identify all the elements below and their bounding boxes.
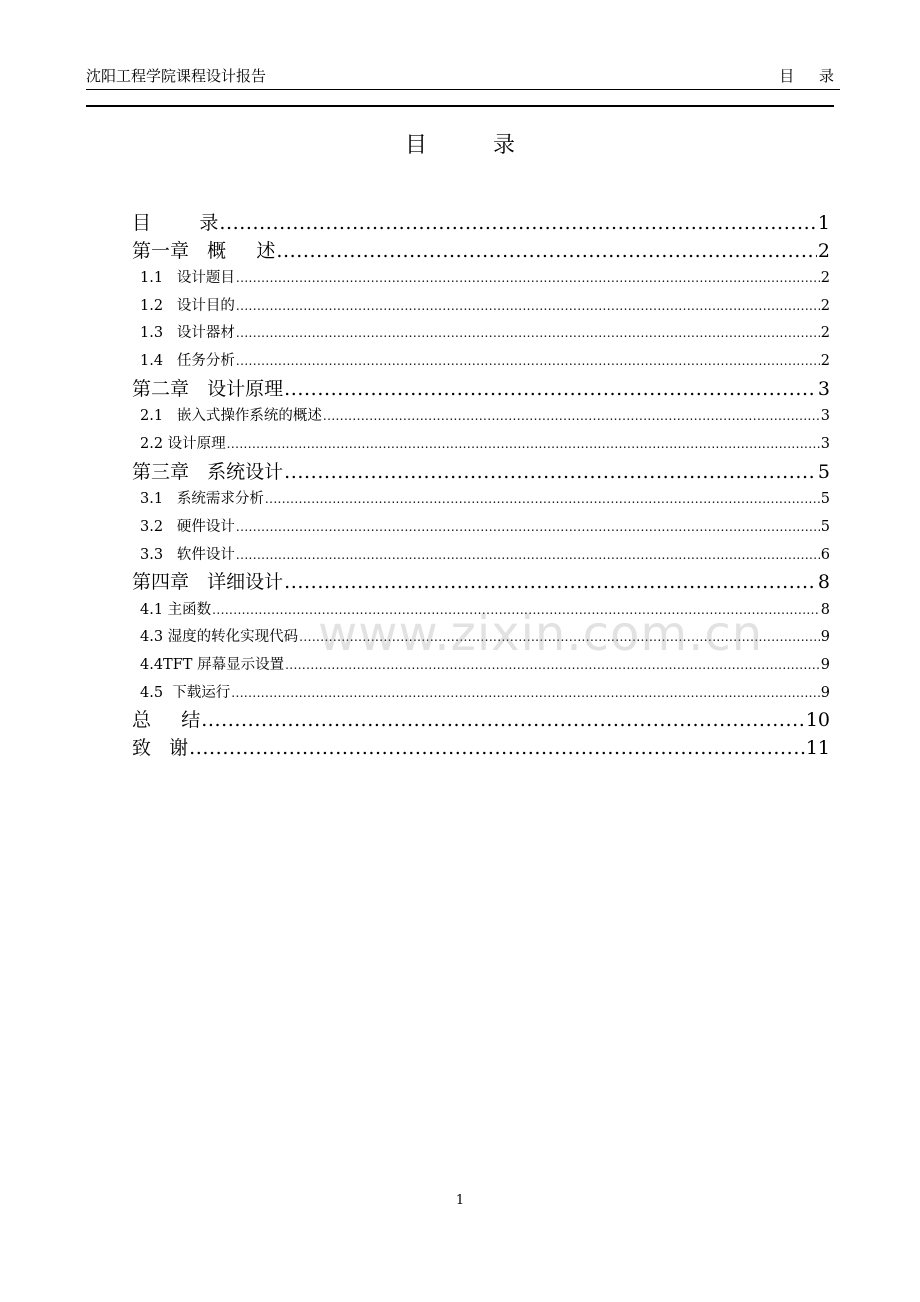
toc-entry-label: 第二章 设计原理: [132, 377, 284, 400]
toc-dot-leader: [201, 707, 805, 735]
toc-section-entry[interactable]: [132, 624, 830, 652]
toc-chapter-entry[interactable]: [132, 735, 830, 763]
toc-dot-leader: [236, 514, 820, 542]
toc-entry-label: 总 结: [132, 709, 201, 732]
toc-entry-label: 目 录: [132, 212, 219, 234]
toc-entry-page: 2: [820, 270, 830, 286]
toc-entry-page: 11: [805, 736, 830, 759]
toc-chapter-entry[interactable]: [132, 238, 830, 266]
toc-section-entry[interactable]: [132, 320, 830, 348]
toc-entry-page: 5: [817, 460, 830, 483]
toc-entry-label: 4.1 主函数: [140, 601, 212, 618]
toc-entry-page: 3: [817, 377, 830, 400]
toc-dot-leader: [236, 320, 820, 348]
toc-entry-page: 8: [817, 571, 830, 594]
toc-entry-page: 3: [820, 435, 830, 452]
toc-dot-leader: [227, 431, 820, 459]
toc-entry-label: 2.2 设计原理: [140, 435, 226, 452]
toc-dot-leader: [212, 597, 820, 625]
toc-entry-page: 2: [820, 325, 830, 342]
toc-entry-label: 2.1 嵌入式操作系统的概述: [140, 408, 322, 425]
footer-page-number: 1: [455, 1193, 465, 1208]
toc-chapter-entry[interactable]: [132, 376, 830, 404]
toc-dot-leader: [285, 652, 820, 680]
toc-section-entry[interactable]: [132, 293, 830, 321]
toc-dot-leader: [219, 210, 817, 238]
toc-section-entry[interactable]: [132, 348, 830, 376]
toc-entry-page: 1: [817, 212, 830, 234]
toc-chapter-entry[interactable]: [132, 210, 830, 238]
page-title: 目录: [404, 133, 581, 158]
toc-section-entry[interactable]: [132, 514, 830, 542]
toc-chapter-entry[interactable]: [132, 569, 830, 597]
page-header: [86, 66, 844, 88]
toc-entry-label: 3.2 硬件设计: [140, 518, 235, 535]
toc-dot-leader: [323, 403, 820, 431]
toc-dot-leader: [284, 569, 817, 597]
toc-entry-label: 第一章 概 述: [132, 239, 276, 262]
toc-dot-leader: [236, 293, 820, 321]
toc-dot-leader: [236, 348, 820, 376]
toc-entry-label: 第四章 详细设计: [132, 571, 284, 594]
toc-entry-page: 5: [820, 518, 830, 535]
toc-entry-label: 1.4 任务分析: [140, 353, 235, 370]
toc-dot-leader: [284, 376, 817, 404]
toc-entry-page: 5: [820, 491, 830, 508]
toc-entry-label: 3.1 系统需求分析: [140, 491, 264, 508]
toc-entry-page: 8: [820, 601, 830, 618]
toc-dot-leader: [299, 624, 820, 652]
toc-entry-page: 10: [805, 709, 830, 732]
toc-entry-page: 6: [820, 546, 830, 563]
toc-entry-label: 3.3 软件设计: [140, 546, 235, 563]
toc-section-entry[interactable]: [132, 486, 830, 514]
toc-section-entry[interactable]: [132, 597, 830, 625]
header-document-title: 沈阳工程学院课程设计报告: [86, 67, 267, 85]
toc-entry-label: 致 谢: [132, 736, 189, 759]
header-rule-thin: [86, 89, 840, 90]
toc-dot-leader: [265, 486, 820, 514]
toc-entry-page: 2: [817, 239, 830, 262]
toc-entry-label: 1.3 设计器材: [140, 325, 235, 342]
header-rule-thick: [86, 105, 834, 107]
table-of-contents: [132, 210, 830, 762]
toc-dot-leader: [189, 735, 805, 763]
toc-entry-page: 9: [820, 629, 830, 646]
toc-entry-label: 4.3 湿度的转化实现代码: [140, 629, 299, 646]
toc-dot-leader: [236, 265, 820, 293]
toc-entry-label: 4.4TFT 屏幕显示设置: [140, 657, 285, 674]
toc-dot-leader: [231, 680, 819, 708]
toc-section-entry[interactable]: [132, 652, 830, 680]
toc-section-entry[interactable]: [132, 265, 830, 293]
toc-entry-label: 1.2 设计目的: [140, 297, 235, 314]
toc-entry-label: 第三章 系统设计: [132, 460, 284, 483]
toc-section-entry[interactable]: [132, 542, 830, 570]
header-section-title: 目 录: [779, 67, 844, 85]
toc-section-entry[interactable]: [132, 680, 830, 708]
toc-entry-page: 9: [820, 684, 830, 701]
toc-entry-page: 9: [820, 657, 830, 674]
toc-entry-label: 4.5 下载运行: [140, 684, 231, 701]
toc-section-entry[interactable]: [132, 431, 830, 459]
toc-entry-label: 1.1 设计题目: [140, 270, 235, 286]
watermark: www.zixin.com.cn: [318, 606, 764, 662]
toc-chapter-entry[interactable]: [132, 707, 830, 735]
toc-dot-leader: [276, 238, 817, 266]
toc-entry-page: 2: [820, 353, 830, 370]
toc-section-entry[interactable]: [132, 403, 830, 431]
toc-entry-page: 3: [820, 408, 830, 425]
toc-entry-page: 2: [820, 297, 830, 314]
toc-chapter-entry[interactable]: [132, 459, 830, 487]
toc-dot-leader: [284, 459, 817, 487]
toc-dot-leader: [236, 542, 820, 570]
